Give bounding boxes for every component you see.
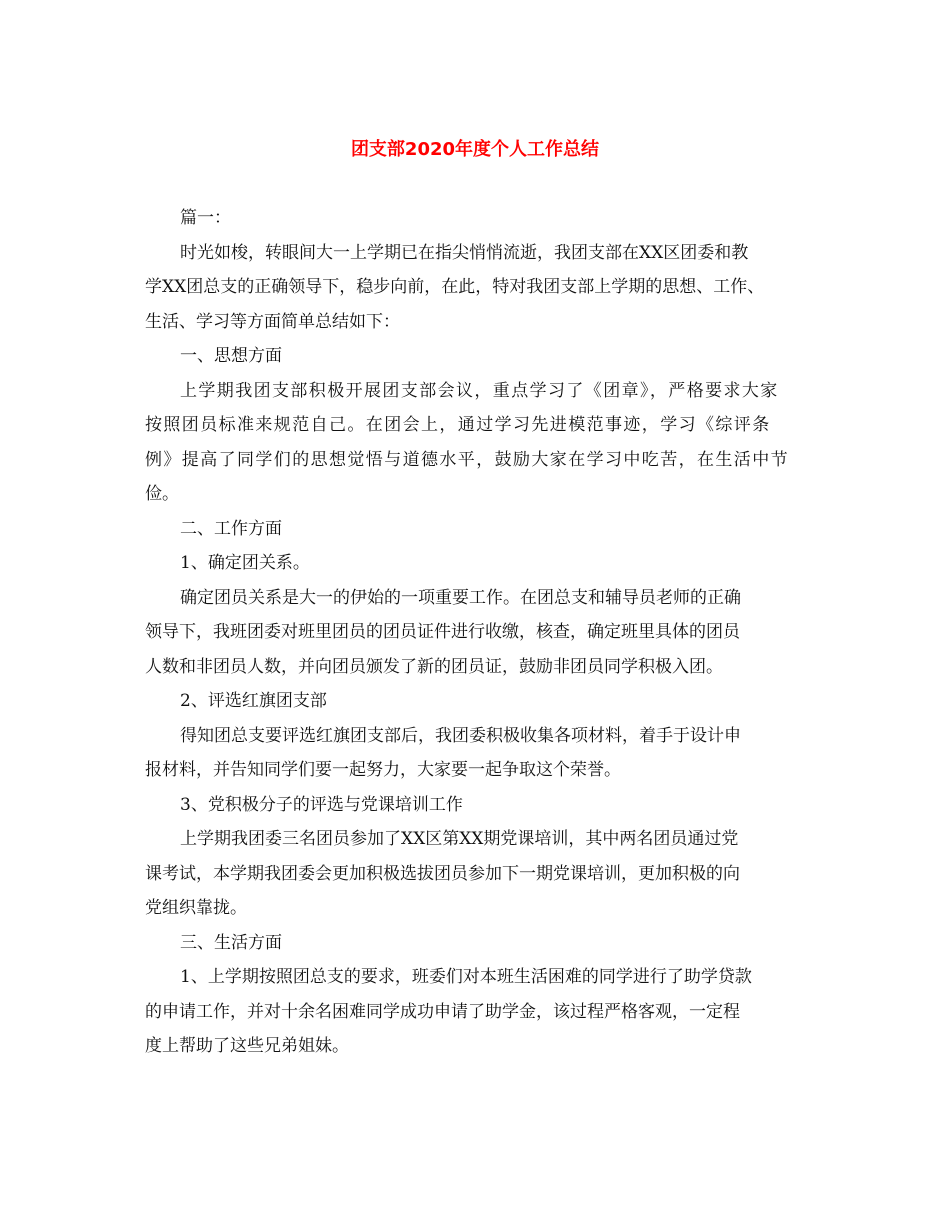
text-line: 一、思想方面 [180,346,282,366]
text-line: 上学期我团支部积极开展团支部会议，重点学习了《团章》，严格要求大家 [180,380,779,401]
subsection-heading [145,684,807,719]
paragraph [145,236,807,340]
text-line: 3、党积极分子的评选与党课培训工作 [180,794,463,815]
text-line: 俭。 [145,484,179,504]
text-line: 党组织靠拢。 [145,898,247,918]
paragraph [145,822,807,926]
subsection-heading [145,788,807,823]
section-heading [145,512,807,547]
text-line: 1、上学期按照团总支的要求，班委们对本班生活困难的同学进行了助学贷款 [180,967,752,987]
text-line: 度上帮助了这些兄弟姐妹。 [145,1036,349,1056]
text-line: 篇一： [180,208,231,228]
paragraph [145,719,807,788]
text-line: 1、确定团关系。 [180,553,310,573]
text-line: 按照团员标准来规范自己。在团会上，通过学习先进模范事迹，学习《综评条 [145,415,771,435]
paragraph [145,960,807,1064]
text-line: 领导下，我班团委对班里团员的团员证件进行收缴，核查，确定班里具体的团员 [145,622,740,642]
text-line: 得知团总支要评选红旗团支部后，我团委积极收集各项材料，着手于设计申 [180,725,741,746]
subsection-heading [145,546,807,581]
paragraph [145,201,807,236]
text-line: 2、评选红旗团支部 [180,691,327,711]
text-line: 二、工作方面 [180,518,282,539]
text-line: 学XX团总支的正确领导下，稳步向前，在此，特对我团支部上学期的思想、工作、 [145,277,765,297]
paragraph [145,581,807,685]
text-line: 例》提高了同学们的思想觉悟与道德水平，鼓励大家在学习中吃苦，在生活中节 [145,449,789,470]
text-line: 上学期我团委三名团员参加了XX区第XX期党课培训，其中两名团员通过党 [180,829,739,849]
text-line: 三、生活方面 [180,932,282,953]
document-body [145,201,807,1064]
text-line: 生活、学习等方面简单总结如下： [145,311,400,332]
section-heading [145,339,807,374]
section-heading [145,926,807,961]
text-line: 时光如梭，转眼间大一上学期已在指尖悄悄流逝，我团支部在XX区团委和教 [180,242,749,263]
text-line: 的申请工作，并对十余名困难同学成功申请了助学金，该过程严格客观，一定程 [145,1001,740,1022]
text-line: 报材料，并告知同学们要一起努力，大家要一起争取这个荣誉。 [145,760,621,780]
text-line: 课考试，本学期我团委会更加积极选拔团员参加下一期党课培训，更加积极的向 [145,863,740,884]
paragraph [145,374,807,512]
text-line: 确定团员关系是大一的伊始的一项重要工作。在团总支和辅导员老师的正确 [180,587,741,608]
document-title: 团支部2020年度个人工作总结 [350,139,600,160]
text-line: 人数和非团员人数，并向团员颁发了新的团员证，鼓励非团员同学积极入团。 [145,656,723,677]
